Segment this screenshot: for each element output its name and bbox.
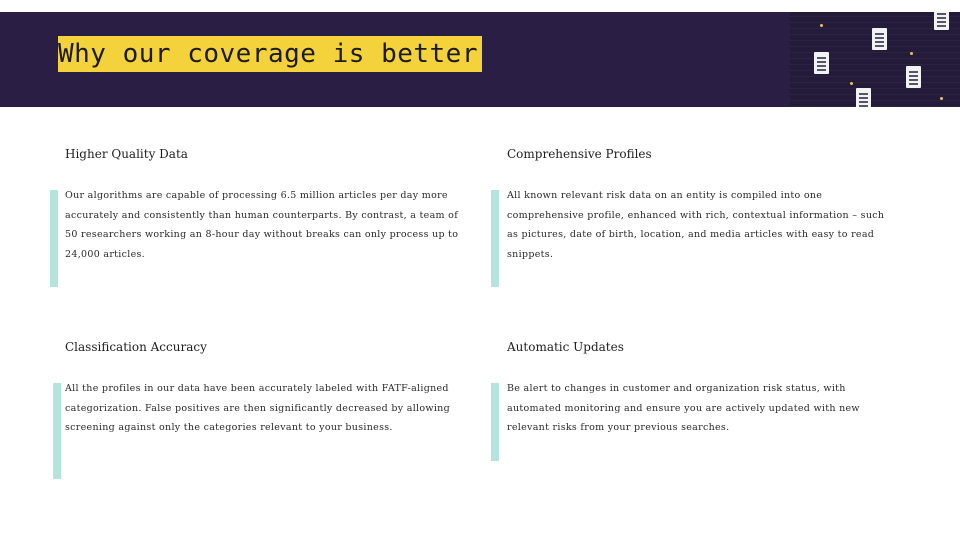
feature-accent-bar: [53, 383, 61, 479]
document-icon: [906, 66, 921, 88]
document-icon: [872, 28, 887, 50]
feature-description: All the profiles in our data have been accurately labeled with FATF-aligned categorization. False positives are then significantly decreased by allowing screening against only the categories relevant to your business.: [65, 383, 450, 433]
feature-description: Be alert to changes in customer and organization risk status, with automated monitoring and ensure you are actively updated with new relevant risks from your previous searches.: [507, 383, 860, 433]
feature-title: Comprehensive Profiles: [507, 147, 652, 161]
header-illustration: [790, 12, 960, 107]
feature-title: Automatic Updates: [507, 340, 624, 354]
feature-accent-bar: [491, 190, 499, 287]
feature-description: Our algorithms are capable of processing 6.5 million articles per day more accurately and consistently than human counterparts. By contrast, a team of 50 researchers working an 8-hour day without breaks can only process up to 24,000 articles.: [65, 190, 459, 260]
feature-title: Higher Quality Data: [65, 147, 188, 161]
feature-accent-bar: [491, 383, 499, 461]
document-icon: [856, 88, 871, 107]
document-icon: [814, 52, 829, 74]
feature-accent-bar: [50, 190, 58, 287]
document-icon: [934, 12, 949, 30]
feature-description: All known relevant risk data on an entity is compiled into one comprehensive profile, enhanced with rich, contextual information – such as pictures, date of birth, location, and media articles with easy to read snippets.: [507, 190, 885, 260]
feature-title: Classification Accuracy: [65, 340, 207, 354]
page-title: Why our coverage is better: [58, 36, 482, 72]
